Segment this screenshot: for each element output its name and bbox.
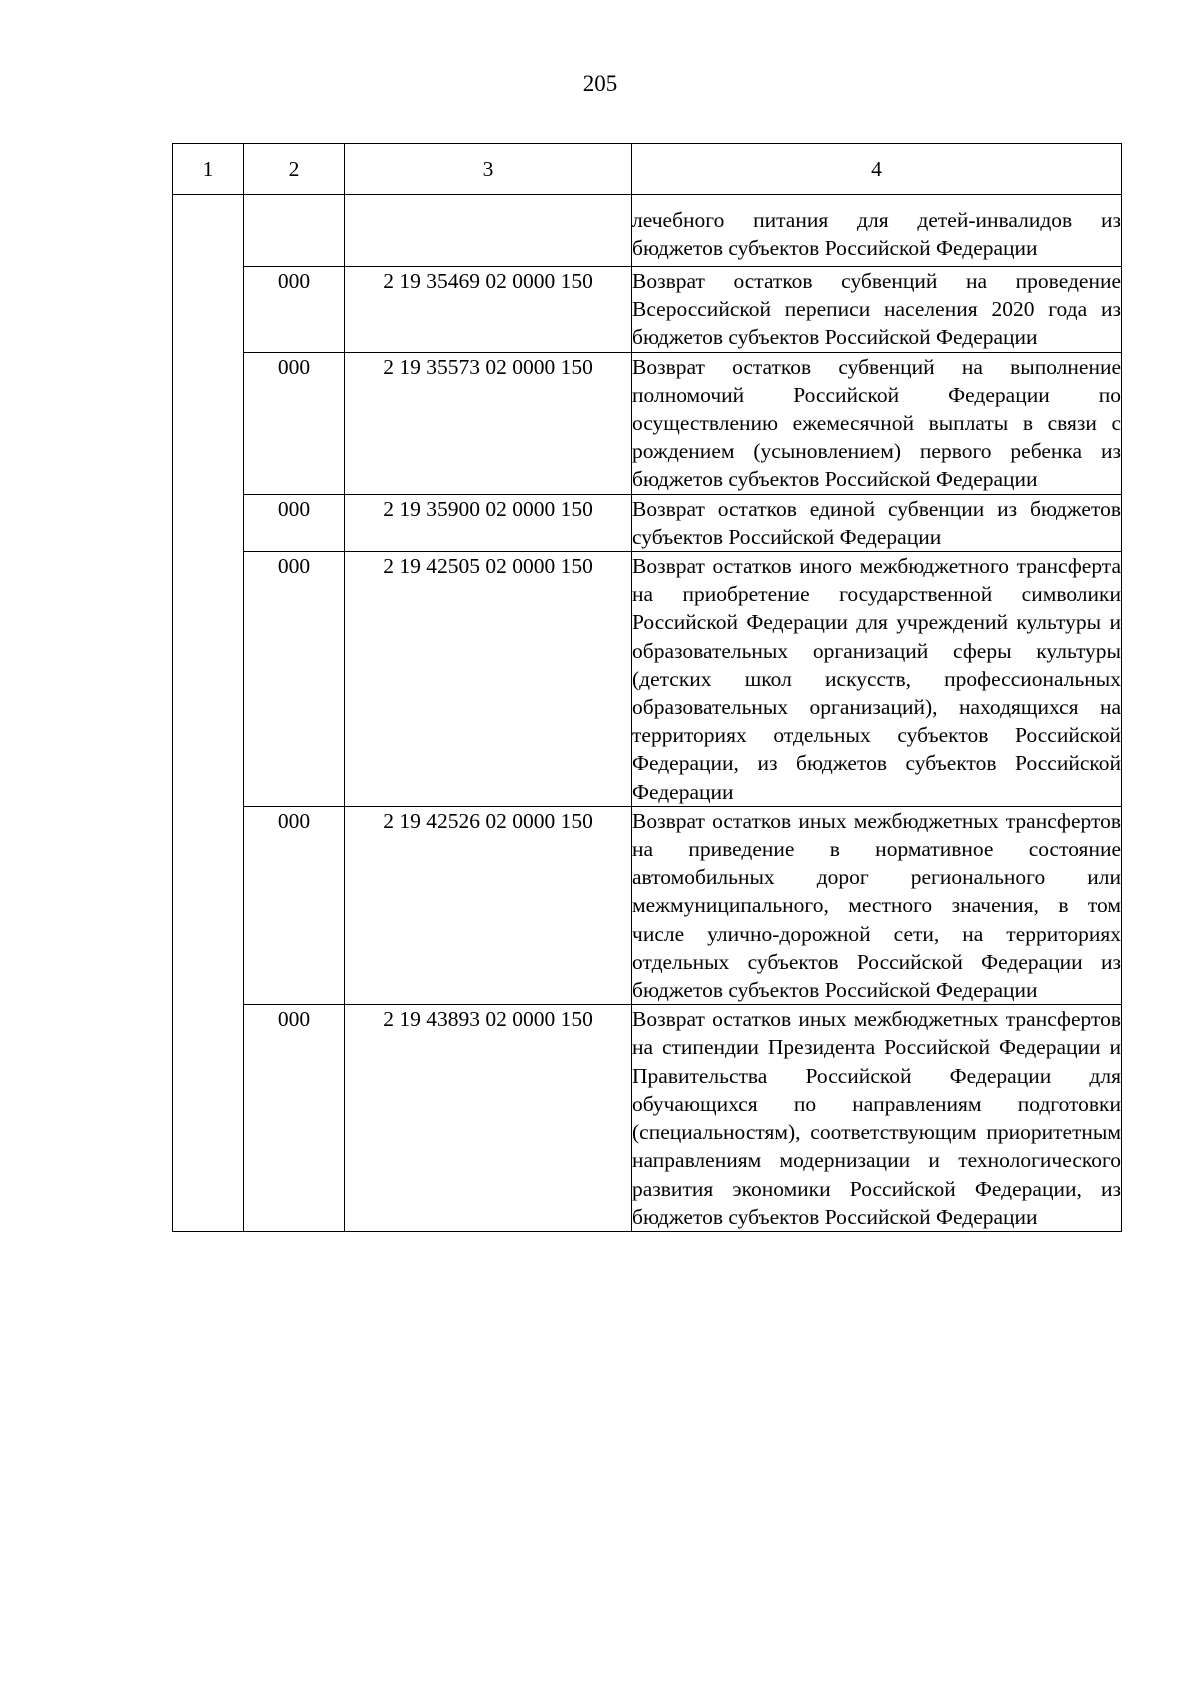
revenue-description: Возврат остатков иного межбюджетного трансферта на приобретение государственной символики Российской Федерации для учреждений культуры и образовательных организаций сферы культуры (детских школ искусств, профессиональных образовательных организаций), находящихся на территориях отдельных субъектов Российской Федерации, из бюджетов субъектов Российской Федерации bbox=[632, 552, 1122, 807]
revenue-description: Возврат остатков субвенций на проведение Всероссийской переписи населения 2020 года из бюджетов субъектов Российской Федерации bbox=[632, 267, 1122, 353]
admin-code: 000 bbox=[244, 806, 345, 1004]
revenue-description: лечебного питания для детей-инвалидов из бюджетов субъектов Российской Федерации bbox=[632, 195, 1122, 267]
row-col-1 bbox=[173, 494, 244, 551]
row-col-1 bbox=[173, 1005, 244, 1232]
admin-code: 000 bbox=[244, 267, 345, 353]
row-col-1 bbox=[173, 267, 244, 353]
admin-code: 000 bbox=[244, 352, 345, 494]
budget-code-table bbox=[172, 143, 1122, 1232]
table-row bbox=[173, 806, 1122, 1004]
budget-code: 2 19 43893 02 0000 150 bbox=[345, 1005, 632, 1232]
row-col-1 bbox=[173, 195, 244, 267]
table-row bbox=[173, 494, 1122, 551]
header-row bbox=[173, 144, 1122, 195]
revenue-description: Возврат остатков иных межбюджетных трансфертов на стипендии Президента Российской Федерации и Правительства Российской Федерации для обучающихся по направлениям подготовки (специальностям), соответствующим приоритетным направлениям модернизации и технологического развития экономики Российской Федерации, из бюджетов субъектов Российской Федерации bbox=[632, 1005, 1122, 1232]
budget-code: 2 19 35469 02 0000 150 bbox=[345, 267, 632, 353]
page-number: 205 bbox=[582, 71, 618, 96]
header-col-1: 1 bbox=[173, 144, 244, 195]
budget-code: 2 19 42526 02 0000 150 bbox=[345, 806, 632, 1004]
admin-code: 000 bbox=[244, 552, 345, 807]
table-body bbox=[173, 195, 1122, 1232]
table-row bbox=[173, 352, 1122, 494]
budget-code: 2 19 35900 02 0000 150 bbox=[345, 494, 632, 551]
revenue-description: Возврат остатков иных межбюджетных трансфертов на приведение в нормативное состояние автомобильных дорог регионального или межмуниципального, местного значения, в том числе улично-дорожной сети, на территориях отдельных субъектов Российской Федерации из бюджетов субъектов Российской Федерации bbox=[632, 806, 1122, 1004]
header-col-2: 2 bbox=[244, 144, 345, 195]
header-col-3: 3 bbox=[345, 144, 632, 195]
admin-code: 000 bbox=[244, 494, 345, 551]
header-col-4: 4 bbox=[632, 144, 1122, 195]
row-col-1 bbox=[173, 552, 244, 807]
table-row bbox=[173, 267, 1122, 353]
row-col-1 bbox=[173, 352, 244, 494]
budget-code: 2 19 35573 02 0000 150 bbox=[345, 352, 632, 494]
revenue-description: Возврат остатков единой субвенции из бюджетов субъектов Российской Федерации bbox=[632, 494, 1122, 551]
budget-code: 2 19 42505 02 0000 150 bbox=[345, 552, 632, 807]
table-row bbox=[173, 1005, 1122, 1232]
table-row bbox=[173, 552, 1122, 807]
row-col-1 bbox=[173, 806, 244, 1004]
admin-code: 000 bbox=[244, 1005, 345, 1232]
budget-code bbox=[345, 195, 632, 267]
table-row bbox=[173, 195, 1122, 267]
admin-code bbox=[244, 195, 345, 267]
table-header bbox=[173, 144, 1122, 195]
revenue-description: Возврат остатков субвенций на выполнение полномочий Российской Федерации по осуществлению ежемесячной выплаты в связи с рождением (усыновлением) первого ребенка из бюджетов субъектов Российской Федерации bbox=[632, 352, 1122, 494]
